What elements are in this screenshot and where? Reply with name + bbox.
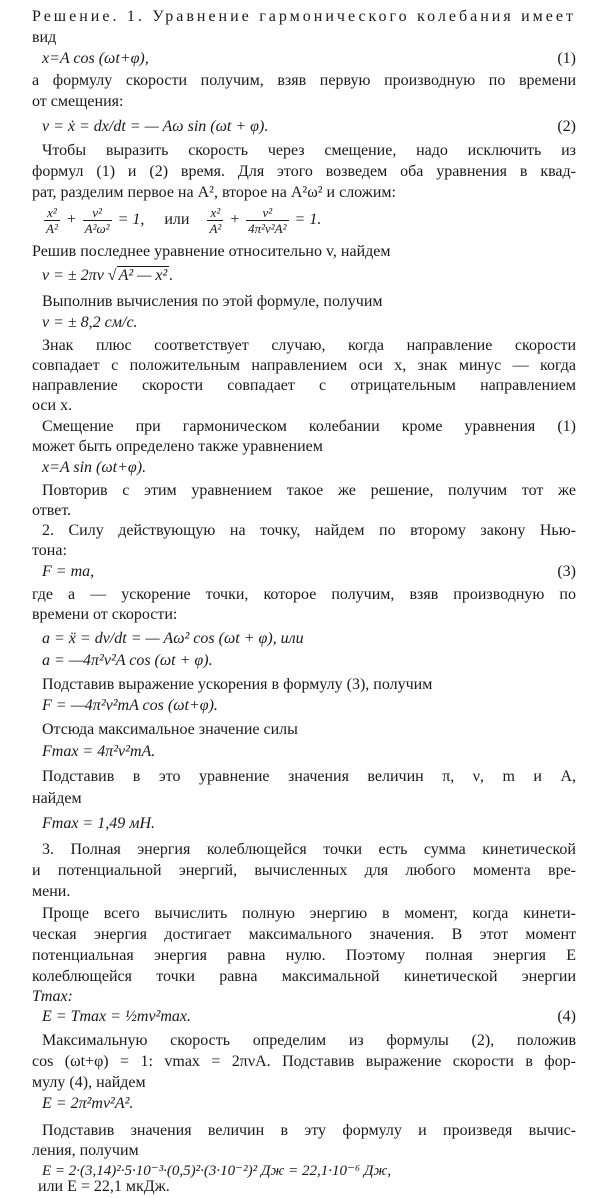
equation-13: E = Tmax = ½mv²max. bbox=[42, 1008, 192, 1025]
equation-number-3: (3) bbox=[557, 563, 576, 580]
text-line: мулу (4), найдем bbox=[32, 1074, 146, 1091]
text-line: потенциальная энергия равна нулю. Поэтому полная энергия E bbox=[32, 947, 576, 964]
equation-6: x=A sin (ωt+φ). bbox=[42, 459, 147, 476]
text-line: Решив последнее уравнение относительно v, найдем bbox=[32, 243, 391, 260]
text-line: Максимальную скорость определим из формулы (2), положив bbox=[42, 1032, 576, 1049]
text-line: Tmax: bbox=[32, 988, 73, 1005]
text-line: ческая энергия достигает максимального значения. В этот момент bbox=[32, 926, 576, 943]
text-line: Проще всего вычислить полную энергию в момент, когда кинети- bbox=[42, 905, 576, 922]
text-line: Чтобы выразить скорость через смещение, надо исключить из bbox=[42, 142, 576, 159]
text-line: формул (1) и (2) время. Для этого возведем оба уравнения в квад- bbox=[32, 163, 576, 180]
text-line: колеблющейся точки равна максимальной кинетической энергии bbox=[32, 968, 576, 985]
equation-7: F = ma, bbox=[42, 563, 95, 580]
text-line: а формулу скорости получим, взяв первую производную по времени bbox=[32, 72, 576, 89]
text-line: Повторив с этим уравнением такое же решение, получим тот же bbox=[42, 482, 576, 499]
text-line: времени от скорости: bbox=[32, 606, 178, 623]
equation-number-4: (4) bbox=[557, 1008, 576, 1025]
equation-10: F = —4π²ν²mA cos (ωt+φ). bbox=[42, 697, 218, 714]
text-line: направление скорости совпадает с отрицательным направлением bbox=[32, 377, 576, 394]
text-line: cos (ωt+φ) = 1: vmax = 2πνA. Подставив выражение скорости в фор- bbox=[32, 1053, 576, 1070]
text-line: Подставив в это уравнение значения величин π, ν, m и A, bbox=[42, 768, 576, 785]
text-line: оси x. bbox=[32, 397, 73, 414]
equation-4: v = ± 2πν √ A² — x² . bbox=[42, 267, 174, 284]
equation-2: v = ẋ = dx/dt = — Aω sin (ωt + φ). bbox=[42, 118, 269, 135]
equation-number-1: (1) bbox=[557, 50, 576, 67]
text-line: Смещение при гармоническом колебании кроме уравнения (1) bbox=[42, 418, 576, 435]
equation-11: Fmax = 4π²ν²mA. bbox=[42, 743, 156, 760]
text-line: Знак плюс соответствует случаю, когда направление скорости bbox=[42, 337, 576, 354]
solution-heading-line: Решение. 1. Уравнение гармонического колебания имеет bbox=[32, 8, 576, 25]
text-line: или E = 22,1 мкДж. bbox=[38, 1178, 170, 1195]
text-line: вид bbox=[32, 29, 57, 46]
text-line: от смещения: bbox=[32, 93, 124, 110]
equation-14: E = 2π²mν²A². bbox=[42, 1095, 134, 1112]
equation-1: x=A cos (ωt+φ), bbox=[42, 50, 149, 67]
equation-5: v = ± 8,2 см/с. bbox=[42, 314, 138, 331]
text-line: рат, разделим первое на A², второе на A²ω² и сложим: bbox=[32, 184, 396, 201]
equation-12: Fmax = 1,49 мН. bbox=[42, 815, 155, 832]
equation-8: a = ẍ = dv/dt = — Aω² cos (ωt + φ), или bbox=[42, 630, 304, 647]
equation-9: a = —4π²ν²A cos (ωt + φ). bbox=[42, 652, 213, 669]
text-line: совпадает с положительным направлением оси x, знак минус — когда bbox=[32, 357, 576, 374]
text-line: Подставив выражение ускорения в формулу (3), получим bbox=[42, 676, 433, 693]
equation-number-2: (2) bbox=[557, 118, 576, 135]
text-line: 3. Полная энергия колеблющейся точки есть сумма кинетической bbox=[42, 841, 576, 858]
text-line: 2. Силу действующую на точку, найдем по второму закону Нью- bbox=[42, 522, 576, 539]
fraction: $\frac{\text{v²}}{\text{A²ω²}}$ bbox=[84, 204, 110, 236]
text-line: может быть определено также уравнением bbox=[32, 438, 323, 455]
text-line: ответ. bbox=[32, 502, 72, 519]
fraction: $\frac{\text{v²}}{\text{4π²ν²A²}}$ bbox=[248, 204, 287, 236]
text-line: Отсюда максимальное значение силы bbox=[42, 721, 298, 738]
fraction: $\frac{\text{x²}}{\text{A²}}$ bbox=[46, 204, 58, 236]
fraction: $\frac{\text{x²}}{\text{A²}}$ bbox=[209, 204, 222, 236]
text-line: и потенциальной энергий, вычисленных для любого момента вре- bbox=[32, 862, 576, 879]
text-line: Выполнив вычисления по этой формуле, получим bbox=[42, 293, 383, 310]
equation-15: E = 2·(3,14)²·5·10⁻³·(0,5)²·(3·10⁻²)² Дж = 22,1·10⁻⁶ Дж, bbox=[42, 1163, 392, 1179]
text-line: найдем bbox=[32, 790, 82, 807]
text-line: Подставив значения величин в эту формулу и произведя вычис- bbox=[42, 1122, 576, 1139]
text-line: мени. bbox=[32, 883, 71, 900]
text-line: тона: bbox=[32, 542, 67, 559]
equation-3: $\frac{\text{x²}}{\text{A²}}$ + $\frac{\text{v²}}{\text{A²ω²}}$ = 1, или $\frac{\text{x²}}{\text{A²}}$ + $\frac{\text{v²}}{\text{4π²ν²A²}}$ = 1. bbox=[46, 204, 322, 236]
text-line: где a — ускорение точки, которое получим, взяв производную по bbox=[32, 586, 576, 603]
text-line: ления, получим bbox=[32, 1142, 139, 1159]
